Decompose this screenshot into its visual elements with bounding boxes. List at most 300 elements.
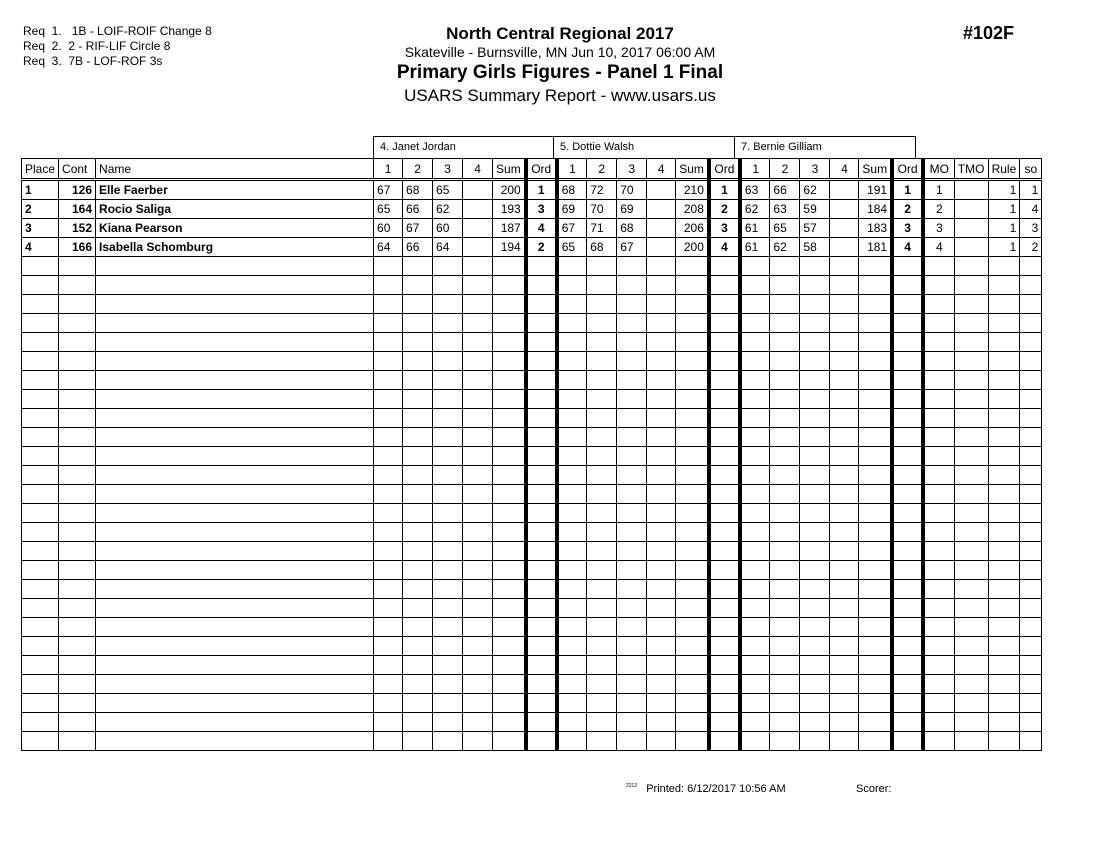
- judge2-score-4: [647, 200, 676, 219]
- empty-cell: [526, 542, 557, 561]
- empty-cell: [463, 428, 493, 447]
- empty-cell: [22, 390, 59, 409]
- so-cell: 1: [1020, 180, 1042, 200]
- empty-cell: [740, 390, 770, 409]
- empty-cell: [859, 523, 892, 542]
- empty-cell: [433, 713, 463, 732]
- empty-cell: [59, 466, 96, 485]
- empty-cell: [740, 732, 770, 751]
- empty-cell: [22, 485, 59, 504]
- empty-cell: [59, 675, 96, 694]
- empty-cell: [526, 523, 557, 542]
- empty-cell: [96, 618, 374, 637]
- empty-cell: [374, 599, 403, 618]
- empty-cell: [830, 599, 859, 618]
- empty-cell: [587, 295, 617, 314]
- judge2-score-3: 70: [617, 180, 647, 200]
- empty-cell: [892, 542, 923, 561]
- empty-cell: [954, 390, 988, 409]
- empty-cell: [526, 428, 557, 447]
- empty-cell: [493, 409, 526, 428]
- empty-cell: [557, 561, 587, 580]
- empty-cell: [463, 694, 493, 713]
- empty-cell: [22, 523, 59, 542]
- empty-cell: [892, 371, 923, 390]
- cont-cell: 166: [59, 238, 96, 257]
- empty-cell: [433, 466, 463, 485]
- judge3-score-4: [830, 238, 859, 257]
- empty-cell: [800, 504, 830, 523]
- judge1-score-1: 60: [374, 219, 403, 238]
- empty-cell: [433, 352, 463, 371]
- empty-cell: [988, 257, 1020, 276]
- judge2-score-4: [647, 238, 676, 257]
- empty-cell: [800, 295, 830, 314]
- empty-cell: [859, 276, 892, 295]
- result-row: [22, 200, 1042, 219]
- empty-cell: [403, 542, 433, 561]
- empty-cell: [892, 599, 923, 618]
- judge2-score-3: 69: [617, 200, 647, 219]
- empty-row: [22, 276, 1042, 295]
- empty-cell: [617, 618, 647, 637]
- judge2-sum: 206: [676, 219, 709, 238]
- empty-cell: [859, 732, 892, 751]
- empty-cell: [1020, 580, 1042, 599]
- empty-cell: [617, 694, 647, 713]
- name-cell: Elle Faerber: [96, 180, 374, 200]
- judge1-score-3: 64: [433, 238, 463, 257]
- empty-cell: [557, 637, 587, 656]
- empty-cell: [463, 485, 493, 504]
- empty-cell: [1020, 352, 1042, 371]
- empty-cell: [800, 599, 830, 618]
- empty-cell: [587, 504, 617, 523]
- empty-cell: [557, 713, 587, 732]
- empty-cell: [617, 675, 647, 694]
- empty-cell: [923, 694, 954, 713]
- empty-cell: [892, 333, 923, 352]
- empty-cell: [954, 257, 988, 276]
- empty-cell: [493, 352, 526, 371]
- empty-cell: [587, 371, 617, 390]
- empty-cell: [676, 694, 709, 713]
- empty-cell: [96, 428, 374, 447]
- empty-cell: [493, 523, 526, 542]
- empty-cell: [923, 656, 954, 675]
- empty-cell: [433, 276, 463, 295]
- empty-cell: [859, 295, 892, 314]
- empty-cell: [988, 295, 1020, 314]
- empty-cell: [403, 694, 433, 713]
- empty-cell: [892, 561, 923, 580]
- empty-cell: [647, 713, 676, 732]
- empty-cell: [617, 637, 647, 656]
- empty-cell: [617, 485, 647, 504]
- empty-cell: [954, 295, 988, 314]
- empty-cell: [374, 580, 403, 599]
- empty-cell: [374, 542, 403, 561]
- empty-cell: [800, 523, 830, 542]
- empty-cell: [709, 352, 740, 371]
- empty-cell: [557, 542, 587, 561]
- judge1-sum: 194: [493, 238, 526, 257]
- judge2-score-1: 65: [557, 238, 587, 257]
- empty-cell: [770, 542, 800, 561]
- report-title: USARS Summary Report - www.usars.us: [404, 86, 716, 105]
- empty-cell: [587, 561, 617, 580]
- empty-cell: [923, 561, 954, 580]
- empty-row: [22, 371, 1042, 390]
- empty-cell: [800, 580, 830, 599]
- empty-row: [22, 466, 1042, 485]
- empty-cell: [526, 466, 557, 485]
- empty-cell: [526, 390, 557, 409]
- empty-cell: [617, 466, 647, 485]
- empty-cell: [557, 599, 587, 618]
- empty-cell: [22, 314, 59, 333]
- judge3-score-3: 62: [800, 180, 830, 200]
- judge3-score-4: [830, 219, 859, 238]
- empty-cell: [493, 561, 526, 580]
- empty-cell: [709, 257, 740, 276]
- empty-cell: [770, 333, 800, 352]
- empty-cell: [676, 542, 709, 561]
- empty-cell: [709, 656, 740, 675]
- empty-cell: [374, 390, 403, 409]
- empty-cell: [22, 599, 59, 618]
- empty-cell: [557, 447, 587, 466]
- judge2-ord: 4: [709, 238, 740, 257]
- empty-cell: [647, 390, 676, 409]
- empty-cell: [988, 428, 1020, 447]
- empty-cell: [374, 675, 403, 694]
- empty-cell: [676, 390, 709, 409]
- empty-cell: [96, 409, 374, 428]
- judge2-ord: 1: [709, 180, 740, 200]
- col-j3-sum: Sum: [859, 159, 892, 180]
- empty-cell: [923, 523, 954, 542]
- empty-cell: [403, 523, 433, 542]
- empty-cell: [59, 485, 96, 504]
- empty-cell: [1020, 618, 1042, 637]
- empty-row: [22, 314, 1042, 333]
- empty-cell: [96, 656, 374, 675]
- empty-cell: [676, 371, 709, 390]
- empty-cell: [859, 314, 892, 333]
- empty-cell: [800, 713, 830, 732]
- empty-cell: [923, 732, 954, 751]
- empty-cell: [770, 276, 800, 295]
- empty-cell: [1020, 675, 1042, 694]
- empty-cell: [740, 713, 770, 732]
- empty-cell: [709, 732, 740, 751]
- empty-cell: [954, 352, 988, 371]
- empty-cell: [859, 675, 892, 694]
- empty-cell: [923, 295, 954, 314]
- empty-cell: [770, 466, 800, 485]
- empty-cell: [463, 390, 493, 409]
- judge1-score-2: 66: [403, 200, 433, 219]
- empty-cell: [587, 257, 617, 276]
- empty-cell: [403, 656, 433, 675]
- rule-cell: 1: [988, 219, 1020, 238]
- empty-cell: [374, 314, 403, 333]
- empty-cell: [923, 485, 954, 504]
- empty-row: [22, 409, 1042, 428]
- empty-cell: [923, 466, 954, 485]
- cont-cell: 126: [59, 180, 96, 200]
- empty-cell: [374, 618, 403, 637]
- empty-cell: [587, 542, 617, 561]
- empty-cell: [800, 732, 830, 751]
- judge1-score-3: 60: [433, 219, 463, 238]
- empty-cell: [557, 352, 587, 371]
- empty-cell: [740, 618, 770, 637]
- empty-cell: [59, 257, 96, 276]
- empty-cell: [954, 637, 988, 656]
- judge1-score-2: 66: [403, 238, 433, 257]
- empty-cell: [403, 713, 433, 732]
- empty-cell: [770, 580, 800, 599]
- empty-cell: [463, 618, 493, 637]
- empty-cell: [374, 428, 403, 447]
- empty-cell: [493, 580, 526, 599]
- empty-cell: [22, 333, 59, 352]
- empty-cell: [647, 675, 676, 694]
- empty-cell: [740, 675, 770, 694]
- empty-cell: [647, 599, 676, 618]
- empty-cell: [892, 447, 923, 466]
- empty-cell: [1020, 371, 1042, 390]
- empty-cell: [587, 390, 617, 409]
- judge2-score-2: 68: [587, 238, 617, 257]
- empty-cell: [954, 409, 988, 428]
- empty-cell: [770, 656, 800, 675]
- empty-cell: [526, 561, 557, 580]
- empty-cell: [433, 390, 463, 409]
- empty-cell: [557, 656, 587, 675]
- empty-cell: [617, 295, 647, 314]
- empty-cell: [770, 352, 800, 371]
- empty-row: [22, 428, 1042, 447]
- empty-cell: [709, 447, 740, 466]
- empty-cell: [892, 694, 923, 713]
- empty-cell: [709, 390, 740, 409]
- empty-cell: [526, 656, 557, 675]
- col-j3-s1: 1: [740, 159, 770, 180]
- rule-cell: 1: [988, 180, 1020, 200]
- empty-cell: [587, 656, 617, 675]
- empty-cell: [557, 523, 587, 542]
- col-j1-s2: 2: [403, 159, 433, 180]
- empty-cell: [557, 694, 587, 713]
- empty-cell: [59, 447, 96, 466]
- empty-cell: [988, 409, 1020, 428]
- empty-cell: [830, 523, 859, 542]
- empty-cell: [59, 599, 96, 618]
- empty-cell: [770, 713, 800, 732]
- empty-cell: [22, 580, 59, 599]
- empty-cell: [647, 295, 676, 314]
- empty-cell: [923, 504, 954, 523]
- empty-cell: [800, 637, 830, 656]
- empty-cell: [374, 504, 403, 523]
- empty-cell: [1020, 409, 1042, 428]
- empty-cell: [709, 314, 740, 333]
- empty-cell: [859, 371, 892, 390]
- empty-cell: [403, 409, 433, 428]
- col-j2-ord: Ord: [709, 159, 740, 180]
- empty-cell: [892, 466, 923, 485]
- empty-cell: [740, 542, 770, 561]
- empty-cell: [740, 561, 770, 580]
- empty-cell: [770, 314, 800, 333]
- empty-cell: [892, 276, 923, 295]
- empty-cell: [988, 466, 1020, 485]
- empty-cell: [493, 428, 526, 447]
- judge3-ord: 1: [892, 180, 923, 200]
- empty-cell: [859, 333, 892, 352]
- empty-cell: [587, 428, 617, 447]
- empty-cell: [1020, 656, 1042, 675]
- empty-cell: [587, 447, 617, 466]
- empty-cell: [493, 675, 526, 694]
- judge2-score-3: 68: [617, 219, 647, 238]
- judge-header-1: 4. Janet Jordan: [373, 136, 554, 158]
- empty-cell: [587, 352, 617, 371]
- cont-cell: 164: [59, 200, 96, 219]
- empty-cell: [22, 295, 59, 314]
- judge1-score-2: 68: [403, 180, 433, 200]
- empty-cell: [770, 694, 800, 713]
- empty-cell: [954, 276, 988, 295]
- empty-cell: [859, 352, 892, 371]
- empty-cell: [709, 618, 740, 637]
- empty-cell: [493, 732, 526, 751]
- empty-cell: [463, 352, 493, 371]
- results-table: [21, 158, 1042, 751]
- empty-cell: [403, 390, 433, 409]
- empty-cell: [617, 732, 647, 751]
- empty-row: [22, 352, 1042, 371]
- empty-cell: [859, 257, 892, 276]
- empty-cell: [433, 732, 463, 751]
- empty-cell: [617, 447, 647, 466]
- empty-cell: [526, 314, 557, 333]
- empty-cell: [1020, 599, 1042, 618]
- empty-cell: [493, 599, 526, 618]
- empty-cell: [709, 504, 740, 523]
- empty-cell: [526, 295, 557, 314]
- empty-cell: [954, 580, 988, 599]
- empty-cell: [709, 599, 740, 618]
- empty-cell: [923, 314, 954, 333]
- empty-cell: [22, 409, 59, 428]
- judge2-score-1: 68: [557, 180, 587, 200]
- empty-cell: [587, 694, 617, 713]
- empty-cell: [526, 504, 557, 523]
- empty-cell: [830, 732, 859, 751]
- col-tmo: TMO: [954, 159, 988, 180]
- judge2-score-1: 69: [557, 200, 587, 219]
- empty-cell: [433, 656, 463, 675]
- empty-cell: [433, 618, 463, 637]
- judge2-score-2: 72: [587, 180, 617, 200]
- empty-cell: [800, 485, 830, 504]
- judge1-ord: 2: [526, 238, 557, 257]
- empty-cell: [22, 504, 59, 523]
- empty-cell: [433, 561, 463, 580]
- empty-cell: [892, 409, 923, 428]
- empty-row: [22, 656, 1042, 675]
- empty-cell: [988, 352, 1020, 371]
- col-j2-s1: 1: [557, 159, 587, 180]
- empty-cell: [1020, 561, 1042, 580]
- empty-cell: [859, 542, 892, 561]
- empty-cell: [830, 694, 859, 713]
- empty-cell: [800, 409, 830, 428]
- empty-row: [22, 447, 1042, 466]
- judge3-sum: 183: [859, 219, 892, 238]
- empty-row: [22, 599, 1042, 618]
- empty-cell: [859, 561, 892, 580]
- empty-cell: [403, 466, 433, 485]
- empty-cell: [463, 580, 493, 599]
- empty-cell: [647, 694, 676, 713]
- empty-cell: [403, 276, 433, 295]
- empty-cell: [770, 523, 800, 542]
- empty-cell: [988, 561, 1020, 580]
- empty-cell: [493, 390, 526, 409]
- empty-cell: [96, 466, 374, 485]
- empty-cell: [740, 599, 770, 618]
- empty-cell: [493, 466, 526, 485]
- tmo-cell: [954, 238, 988, 257]
- empty-cell: [22, 713, 59, 732]
- judge2-sum: 200: [676, 238, 709, 257]
- so-cell: 3: [1020, 219, 1042, 238]
- empty-cell: [676, 599, 709, 618]
- empty-cell: [526, 713, 557, 732]
- empty-cell: [374, 295, 403, 314]
- judge3-score-3: 58: [800, 238, 830, 257]
- empty-cell: [988, 276, 1020, 295]
- empty-cell: [709, 276, 740, 295]
- judge2-sum: 210: [676, 180, 709, 200]
- empty-cell: [800, 390, 830, 409]
- empty-cell: [800, 428, 830, 447]
- empty-cell: [59, 694, 96, 713]
- empty-cell: [892, 732, 923, 751]
- empty-cell: [740, 466, 770, 485]
- empty-cell: [433, 504, 463, 523]
- empty-cell: [493, 694, 526, 713]
- judge3-score-1: 61: [740, 219, 770, 238]
- empty-cell: [830, 314, 859, 333]
- empty-cell: [923, 618, 954, 637]
- empty-cell: [923, 599, 954, 618]
- empty-cell: [403, 352, 433, 371]
- empty-cell: [403, 295, 433, 314]
- empty-cell: [676, 333, 709, 352]
- empty-cell: [463, 333, 493, 352]
- empty-cell: [587, 314, 617, 333]
- empty-cell: [954, 447, 988, 466]
- empty-cell: [403, 599, 433, 618]
- judge3-sum: 191: [859, 180, 892, 200]
- empty-cell: [830, 656, 859, 675]
